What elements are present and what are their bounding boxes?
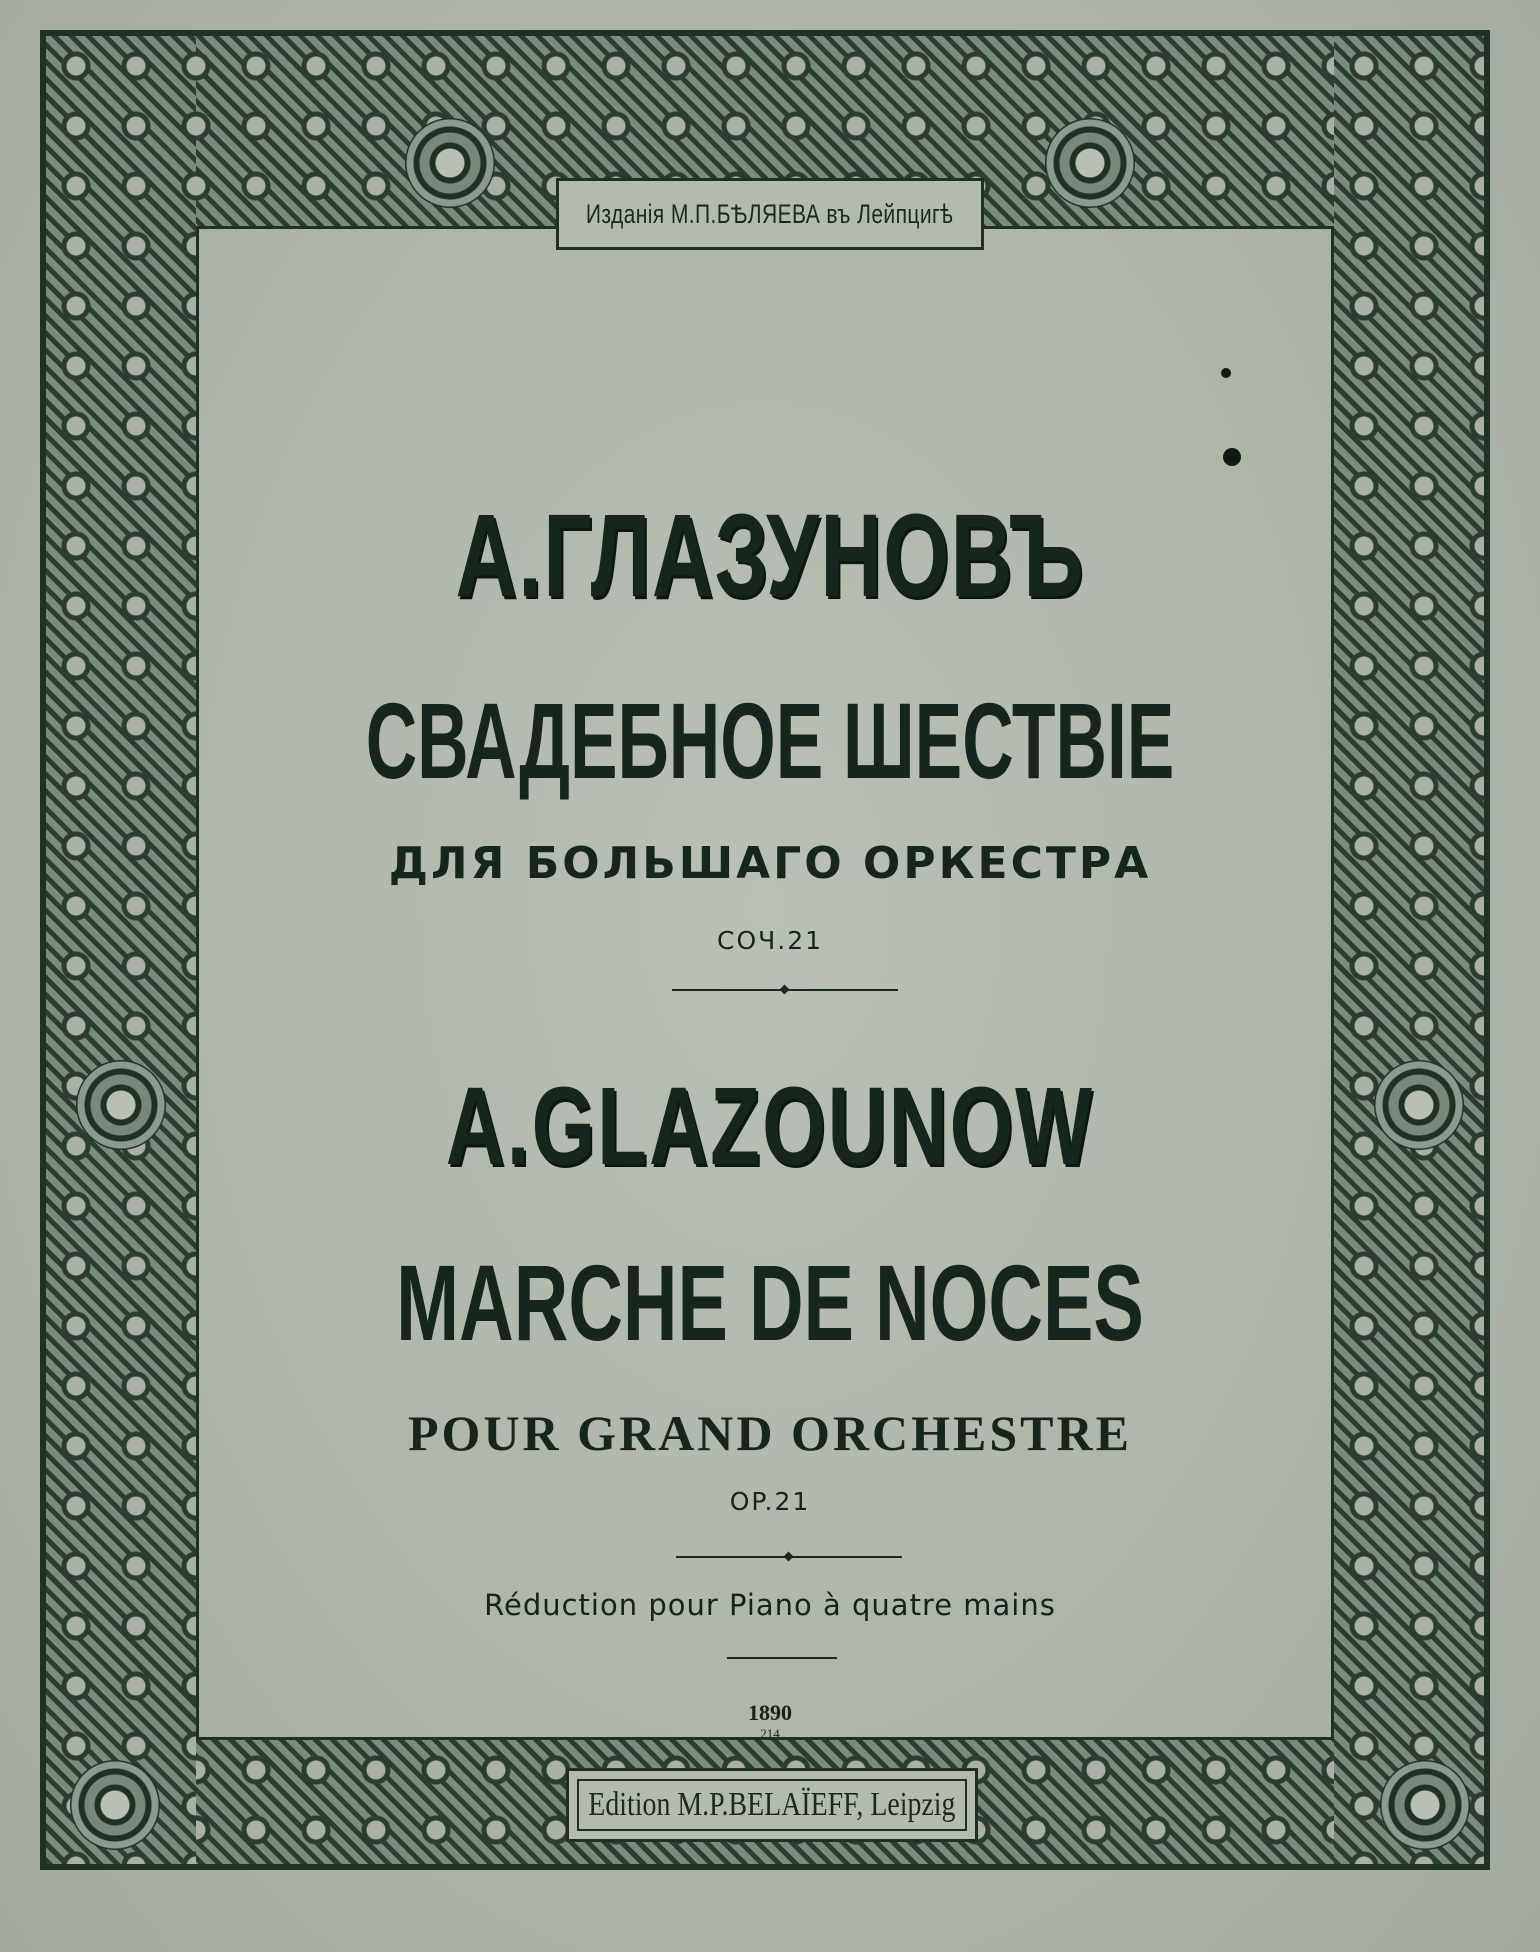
publication-year: 1890 [748,1700,792,1725]
publisher-banner-top-text: Изданія М.П.БѢЛЯЕВА въ Лейпцигѣ [586,198,954,229]
short-divider-rule [727,1657,837,1659]
arrangement-note: Réduction pour Piano à quatre mains [484,1588,1056,1622]
rosette-ornament-icon [76,1060,166,1150]
subtitle-russian: ДЛЯ БОЛЬШАГО ОРКЕСТРА [388,838,1152,889]
rosette-ornament-icon [1374,1060,1464,1150]
publisher-banner-bottom [566,1768,978,1842]
rosette-ornament-icon [405,118,495,208]
rosette-ornament-icon [70,1760,160,1850]
work-title-russian: СВАДЕБНОЕ ШЕСТВІЕ [365,680,1175,801]
plate-number: 214 [760,1726,780,1741]
publisher-banner-bottom-text: Edition M.P.BELAÏEFF, Leipzig [588,1786,956,1823]
opus-russian: СОЧ.21 [716,926,824,955]
composer-name-french: A.GLAZOUNOW [445,1065,1095,1188]
rosette-ornament-icon [1045,118,1135,208]
publisher-banner-top [556,178,984,250]
paper-spot [1223,448,1241,466]
work-title-french: MARCHE DE NOCES [396,1242,1144,1363]
subtitle-french: POUR GRAND ORCHESTRE [408,1405,1132,1461]
opus-french: OP.21 [729,1487,811,1516]
composer-name-russian: А.ГЛАЗУНОВЪ [455,490,1085,622]
paper-spot [1221,368,1231,378]
rosette-ornament-icon [1380,1760,1470,1850]
